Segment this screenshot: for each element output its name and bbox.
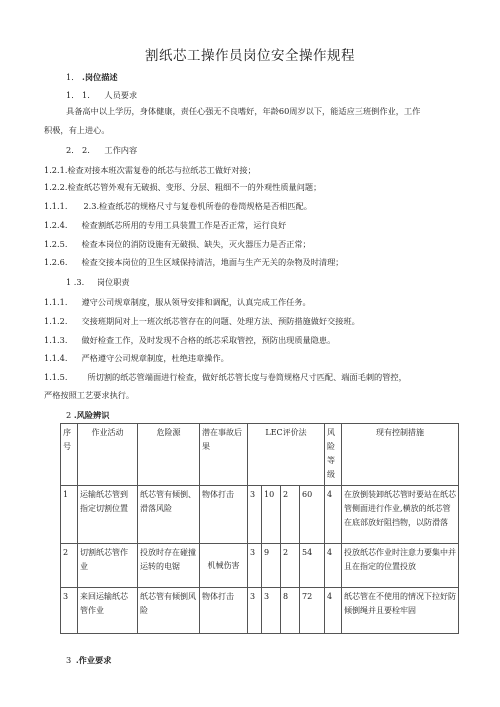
list-item [44,372,407,382]
cell-hazard: 纸芯管有倾倒风险 [138,588,200,634]
item-number: 1.2.1. [44,165,68,175]
item-number: 1.1.5. [44,372,68,382]
header-no: 序号 [61,424,78,486]
section-label: .风险辨识 [73,410,110,420]
cell-c: 2 [281,544,300,588]
cell-accident: 物体打击 [200,588,248,634]
section-label: .作业要求 [75,655,112,665]
section-label: 工作内容 [104,145,138,155]
item-number: 1.1.1. [44,297,68,307]
cell-level: 4 [325,588,342,634]
section-label: 人员要求 [104,90,138,100]
cell-l: 3 [248,544,262,588]
header-accident: 潜在事故后果 [200,424,248,486]
cell-no: 3 [61,588,78,634]
item-text: 检查纸芯管外观有无破损、变形、分层、粗细不一的外观性质量问题； [67,182,322,192]
item-text: 检查割纸芯所用的专用工具装置工作是否正常，运行良好 [81,220,287,230]
header-hazard: 危险源 [138,424,200,486]
section-1-1-heading [66,90,137,100]
list-item [44,182,321,192]
header-lec: LEC评价法 [248,424,325,486]
item-text: 交接班期间对上一班次纸芯管存在的问题、处理方法、预防措施做好交接班。 [81,316,360,326]
cell-c: 2 [281,486,300,544]
cell-hazard: 纸芯管有倾倒、滑落风险 [138,486,200,544]
cell-accident: 物体打击 [200,486,248,544]
section-label: 岗位职责 [96,277,130,287]
cell-activity: 来回运输纸芯管作业 [78,588,138,634]
item-number: 1.1.1. [44,201,68,211]
section-2-heading [66,410,109,420]
page-title: 割纸芯工操作员岗位安全操作规程 [145,48,355,64]
cell-d: 54 [300,544,325,588]
cell-level: 4 [325,486,342,544]
cell-no: 2 [61,544,78,588]
section-1-2-heading [66,145,137,155]
item-text: 检查对接本班次需复卷的纸芯与拉纸芯工做好对接； [67,165,256,175]
list-item [44,257,343,267]
table-row [61,588,459,634]
cell-d: 72 [300,588,325,634]
cell-c: 8 [281,588,300,634]
cell-l: 3 [248,486,262,544]
list-item-continuation: 严格按照工艺要求执行。 [44,390,135,400]
requirement-text-line-2: 积极，有上进心。 [44,125,110,135]
list-item [44,335,335,345]
item-number: 1.1.4. [44,353,68,363]
header-activity: 作业活动 [78,424,138,486]
cell-control: 投放纸芯作业时注意力要集中并且在指定的位置投放 [342,544,459,588]
item-text: 严格遵守公司规章制度，杜绝违章操作。 [81,353,229,363]
item-number: 1.2.5. [44,239,68,249]
header-level: 风险等级 [325,424,342,486]
item-text: 检查交接本岗位的卫生区域保持清洁，地面与生产无关的杂物及时清理； [81,257,344,267]
cell-e: 10 [262,486,281,544]
risk-table [60,423,459,634]
list-item [44,316,360,326]
list-item [44,297,311,307]
item-text: 遵守公司规章制度，服从领导安排和调配，认真完成工作任务。 [81,297,311,307]
section-3-heading [66,655,111,665]
cell-control: 纸芯管在不使用的情况下拉好防倾倒绳并且要栓牢固 [342,588,459,634]
list-item [44,353,229,363]
cell-hazard: 投放时存在碰撞运转的电锯 [138,544,200,588]
section-number: 1 .3. [66,277,85,287]
cell-level: 4 [325,544,342,588]
list-item [44,201,312,211]
item-number: 1.2.4. [44,220,68,230]
item-number: 1.2.6. [44,257,68,267]
cell-e: 3 [262,588,281,634]
table-row [61,544,459,588]
table-header-row [61,424,459,486]
section-label: .岗位描述 [82,72,118,82]
item-number: 1.2.2. [44,182,68,192]
item-text: 检查本岗位的消防设施有无破损、缺失，灭火器压力是否正常； [81,239,311,249]
header-control: 现有控制措施 [342,424,459,486]
item-number: 1.1.2. [44,316,68,326]
cell-activity: 切割纸芯管作业 [78,544,138,588]
section-number: 1． [66,72,80,82]
section-number: 3 [66,655,72,665]
cell-e: 9 [262,544,281,588]
cell-d: 60 [300,486,325,544]
cell-accident: 机械伤害 [200,544,248,588]
section-number: 2 [66,410,72,420]
list-item [44,239,311,249]
list-item [44,165,256,175]
cell-activity: 运输纸芯管到指定切割位置 [78,486,138,544]
requirement-text-line-1: 具备高中以上学历，身体健康，责任心强无不良嗜好，年龄60周岁以下，能适应三班倒作业，工作 [66,106,421,116]
table-row [61,486,459,544]
section-number: 1． 1. [66,90,90,100]
section-number: 2． 2. [66,145,90,155]
cell-no: 1 [61,486,78,544]
item-text: 所切割的纸芯管端面进行检查，做好纸芯管长度与卷筒规格尺寸匹配、端面毛刺的管控， [87,372,407,382]
item-number: 1.1.3. [44,335,68,345]
item-text: 2.3.检查纸芯的规格尺寸与复卷机所卷的卷筒规格是否相匹配。 [83,201,312,211]
cell-control: 在放倒装卸纸芯管时要站在纸芯管侧面进行作业,横放的纸芯管在底部放好阻挡物，以防滑落 [342,486,459,544]
section-1-3-heading [66,277,130,287]
list-item [44,220,286,230]
section-1-heading [66,72,118,82]
cell-l: 3 [248,588,262,634]
item-text: 做好检查工作，及时发现不合格的纸芯采取管控，预防出现质量隐患。 [81,335,336,345]
